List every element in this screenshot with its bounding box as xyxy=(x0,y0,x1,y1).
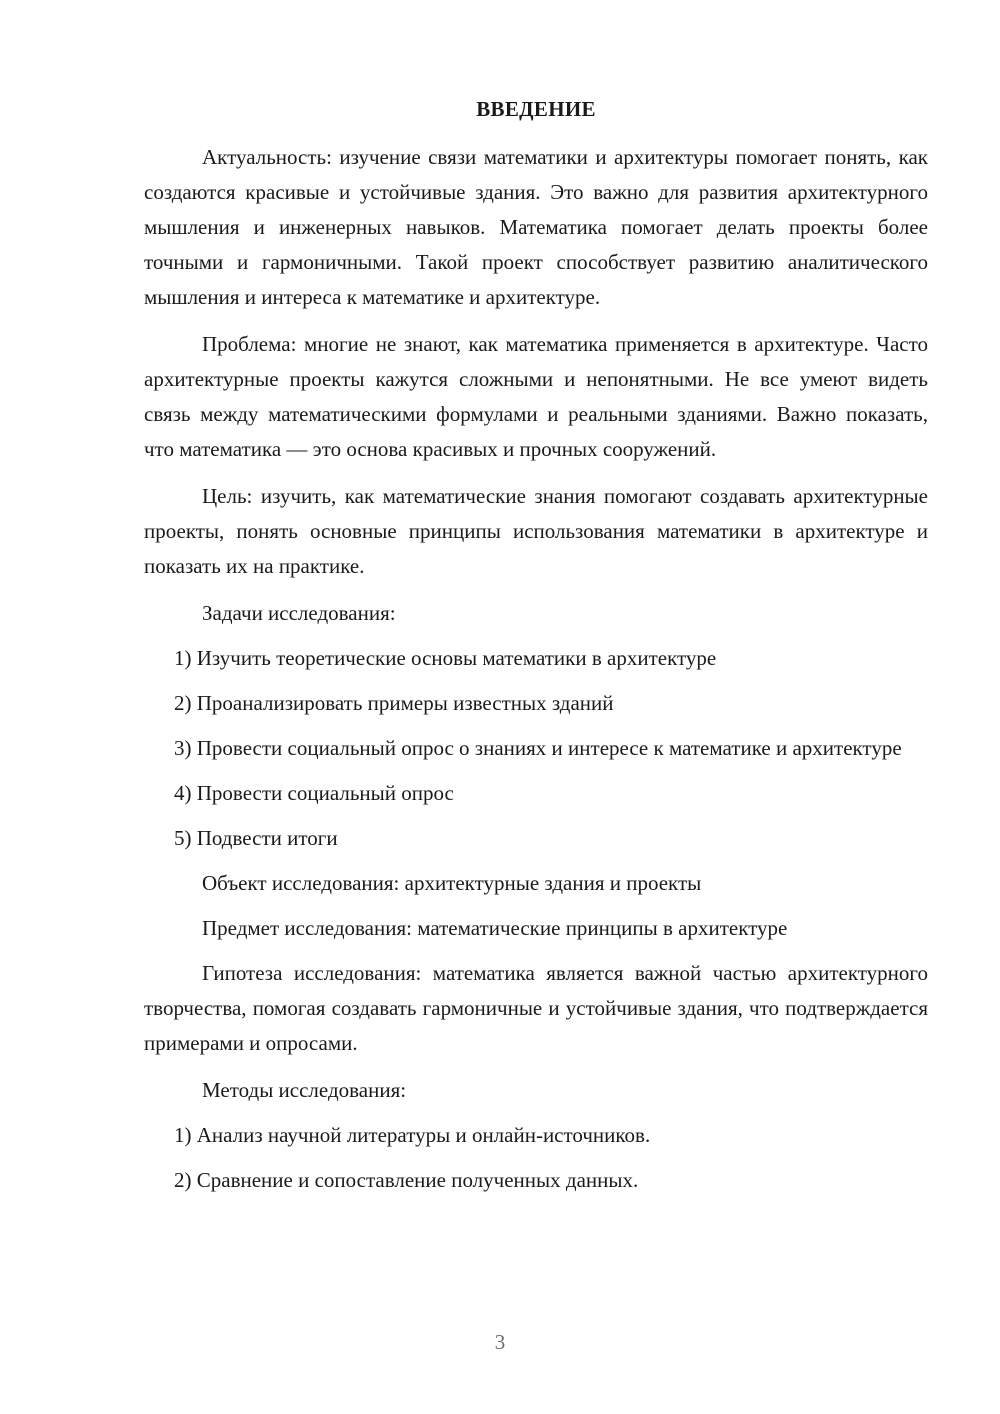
tasks-heading: Задачи исследования: xyxy=(202,601,396,625)
tasks-list xyxy=(144,641,928,856)
problem-paragraph: Проблема: многие не знают, как математика применяется в архитектуре. Часто архитектурные проекты кажутся сложными и непонятными. Не все умеют видеть связь между математическими формулами и реальными зданиями. Важно показать, что математика — это основа красивых и прочных сооружений. xyxy=(144,332,928,461)
goal-paragraph: Цель: изучить, как математические знания помогают создавать архитектурные проекты, понять основные принципы использования математики в архитектуре и показать их на практике. xyxy=(144,484,928,578)
page-title: ВВЕДЕНИЕ xyxy=(476,97,596,121)
research-object: Объект исследования: архитектурные здания и проекты xyxy=(202,871,702,895)
list-item: 3) Провести социальный опрос о знаниях и интересе к математике и архитектуре xyxy=(174,736,902,760)
list-item: 5) Подвести итоги xyxy=(174,826,338,850)
document-page xyxy=(144,92,928,1208)
research-subject: Предмет исследования: математические принципы в архитектуре xyxy=(202,916,788,940)
relevance-paragraph: Актуальность: изучение связи математики и архитектуры помогает понять, как создаются красивые и устойчивые здания. Это важно для развития архитектурного мышления и инженерных навыков. Математика помогает делать проекты более точными и гармоничными. Такой проект способствует развитию аналитического мышления и интереса к математике и архитектуре. xyxy=(144,145,928,309)
page-number: 3 xyxy=(494,1330,506,1354)
list-item: 2) Сравнение и сопоставление полученных данных. xyxy=(174,1168,639,1192)
list-item: 1) Изучить теоретические основы математики в архитектуре xyxy=(174,646,717,670)
hypothesis-paragraph: Гипотеза исследования: математика является важной частью архитектурного творчества, помогая создавать гармоничные и устойчивые здания, что подтверждается примерами и опросами. xyxy=(144,961,928,1055)
list-item: 2) Проанализировать примеры известных зданий xyxy=(174,691,614,715)
list-item: 4) Провести социальный опрос xyxy=(174,781,454,805)
methods-heading: Методы исследования: xyxy=(202,1078,407,1102)
list-item: 1) Анализ научной литературы и онлайн-источников. xyxy=(174,1123,651,1147)
methods-list xyxy=(144,1118,928,1198)
